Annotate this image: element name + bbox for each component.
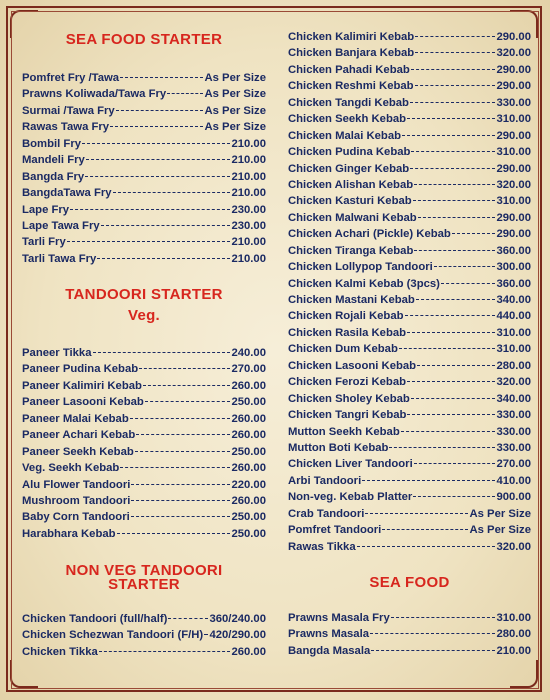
menu-item-price: 320.00 xyxy=(496,178,531,191)
dotted-leader xyxy=(120,76,203,78)
dotted-leader xyxy=(413,199,496,201)
menu-item-price: 310.00 xyxy=(496,612,531,624)
menu-item-price: 310.00 xyxy=(496,343,531,356)
menu-item xyxy=(22,394,266,410)
menu-item xyxy=(288,358,531,374)
menu-item xyxy=(22,611,266,627)
menu-item-name: Surmai /Tawa Fry xyxy=(22,104,115,117)
menu-item-price: 330.00 xyxy=(496,96,531,109)
menu-item-price: 260.00 xyxy=(231,462,266,475)
menu-item-price: As Per Size xyxy=(204,104,266,117)
menu-item xyxy=(22,644,266,660)
dotted-leader xyxy=(365,512,468,514)
menu-item-price: 210.00 xyxy=(231,236,266,249)
menu-item xyxy=(288,292,531,308)
menu-item xyxy=(22,152,266,168)
menu-item-price: 340.00 xyxy=(496,294,531,306)
menu-item xyxy=(288,128,531,144)
menu-item xyxy=(22,185,266,201)
menu-item-name: Rawas Tawa Fry xyxy=(22,121,110,134)
menu-item-price: 310.00 xyxy=(496,326,531,339)
dotted-leader xyxy=(93,351,231,353)
menu-item-price: 220.00 xyxy=(231,478,266,491)
menu-item-name: Chicken Dum Kebab xyxy=(288,343,398,356)
menu-item xyxy=(22,509,266,525)
menu-item xyxy=(288,440,531,456)
menu-item-price: 310.00 xyxy=(496,146,531,159)
dotted-leader xyxy=(407,380,495,382)
menu-item-price: 240.00 xyxy=(231,347,266,359)
menu-item-name: Mandeli Fry xyxy=(22,154,85,167)
menu-item-name: Paneer Tikka xyxy=(22,347,92,359)
menu-item-name: Chicken Schezwan Tandoori (F/H) xyxy=(22,629,204,642)
menu-item-price: 330.00 xyxy=(496,425,531,438)
menu-item-name: Prawns Koliwada/Tawa Fry xyxy=(22,88,167,101)
menu-item-name: Chicken Liver Tandoori xyxy=(288,458,413,471)
dotted-leader xyxy=(85,175,230,177)
menu-item-name: Pomfret Tandoori xyxy=(288,524,382,537)
menu-item-price: 900.00 xyxy=(496,491,531,504)
menu-item xyxy=(22,427,266,443)
menu-item-name: Chicken Rojali Kebab xyxy=(288,310,404,323)
dotted-leader xyxy=(168,617,208,619)
menu-item-name: Chicken Rasila Kebab xyxy=(288,326,407,339)
menu-item-name: BangdaTawa Fry xyxy=(22,187,112,200)
dotted-leader xyxy=(401,430,496,432)
menu-item-price: 340.00 xyxy=(496,392,531,405)
dotted-leader xyxy=(417,364,495,366)
menu-item xyxy=(288,78,531,94)
menu-item-price: 360/240.00 xyxy=(209,613,266,625)
dotted-leader xyxy=(434,265,496,267)
menu-item xyxy=(288,62,531,78)
menu-item xyxy=(288,226,531,242)
dotted-leader xyxy=(130,417,231,419)
menu-item-name: Chicken Malai Kebab xyxy=(288,129,402,142)
dotted-leader xyxy=(86,158,231,160)
menu-item-name: Crab Tandoori xyxy=(288,507,365,520)
menu-item-name: Paneer Malai Kebab xyxy=(22,412,129,425)
menu-item-name: Arbi Tandoori xyxy=(288,474,362,487)
menu-item-name: Paneer Lasooni Kebab xyxy=(22,396,144,409)
menu-item xyxy=(288,522,531,538)
dotted-leader xyxy=(131,483,230,485)
menu-item xyxy=(288,243,531,259)
menu-item-name: Chicken Pudina Kebab xyxy=(288,146,411,159)
dotted-leader xyxy=(370,632,495,634)
menu-item xyxy=(22,251,266,267)
menu-item xyxy=(288,473,531,489)
dotted-leader xyxy=(411,150,495,152)
menu-item xyxy=(288,407,531,423)
menu-item xyxy=(22,103,266,119)
dotted-leader xyxy=(452,232,496,234)
menu-item-price: 210.00 xyxy=(496,644,531,657)
menu-item xyxy=(288,276,531,292)
menu-item-price: 320.00 xyxy=(496,47,531,60)
menu-item xyxy=(288,610,531,626)
menu-item-name: Chicken Reshmi Kebab xyxy=(288,80,414,93)
dotted-leader xyxy=(410,167,495,169)
dotted-leader xyxy=(136,433,230,435)
dotted-leader xyxy=(131,515,231,517)
menu-item-price: As Per Size xyxy=(204,121,266,134)
dotted-leader xyxy=(101,224,231,226)
menu-item xyxy=(288,259,531,275)
menu-item xyxy=(22,234,266,250)
menu-item xyxy=(288,95,531,111)
menu-item-price: As Per Size xyxy=(469,507,531,520)
menu-item xyxy=(22,378,266,394)
menu-item-name: Bombil Fry xyxy=(22,137,81,150)
dotted-leader xyxy=(413,495,495,497)
section-title-tandoori-starter: TANDOORI STARTER xyxy=(65,286,223,303)
dotted-leader xyxy=(407,413,495,415)
menu-item xyxy=(22,526,266,542)
dotted-leader xyxy=(415,35,495,37)
menu-item xyxy=(288,193,531,209)
menu-item-price: 300.00 xyxy=(496,261,531,274)
menu-item-price: 290.00 xyxy=(496,228,531,241)
dotted-leader xyxy=(135,450,231,452)
menu-item-name: Chicken Tangdi Kebab xyxy=(288,96,409,109)
menu-item-price: 260.00 xyxy=(231,412,266,425)
menu-item-name: Mushroom Tandoori xyxy=(22,494,131,507)
menu-item xyxy=(288,539,531,555)
menu-item-price: 210.00 xyxy=(231,187,266,200)
menu-item xyxy=(22,361,266,377)
menu-item-price: 320.00 xyxy=(496,376,531,389)
menu-item-name: Paneer Seekh Kebab xyxy=(22,445,134,458)
tandoori-veg-list xyxy=(22,345,266,542)
menu-item-name: Tarli Fry xyxy=(22,236,66,249)
dotted-leader xyxy=(416,298,496,300)
menu-item xyxy=(22,493,266,509)
menu-item-name: Chicken Sholey Kebab xyxy=(288,392,410,405)
nonveg-tandoori-list xyxy=(22,611,266,660)
dotted-leader xyxy=(357,545,496,547)
menu-item xyxy=(288,210,531,226)
menu-item-price: 290.00 xyxy=(496,63,531,76)
menu-item-price: 280.00 xyxy=(496,628,531,641)
menu-item-name: Paneer Pudina Kebab xyxy=(22,363,139,376)
menu-item-name: Bangda Masala xyxy=(288,644,371,657)
dotted-leader xyxy=(411,397,496,399)
menu-item-price: 260.00 xyxy=(231,429,266,442)
menu-item xyxy=(288,144,531,160)
menu-item-price: 260.00 xyxy=(231,379,266,392)
menu-item-name: Lape Tawa Fry xyxy=(22,219,100,232)
menu-item-name: Non-veg. Kebab Platter xyxy=(288,491,413,504)
menu-item xyxy=(288,45,531,61)
seafood-list xyxy=(288,610,531,659)
menu-item-price: 210.00 xyxy=(231,154,266,167)
menu-item-price: As Per Size xyxy=(204,72,266,84)
menu-item xyxy=(288,308,531,324)
menu-item xyxy=(22,136,266,152)
dotted-leader xyxy=(362,479,495,481)
dotted-leader xyxy=(414,462,496,464)
menu-item-name: Rawas Tikka xyxy=(288,540,356,553)
menu-item-price: 290.00 xyxy=(496,80,531,93)
menu-item xyxy=(288,29,531,45)
menu-item-name: Pomfret Fry /Tawa xyxy=(22,72,120,84)
dotted-leader xyxy=(414,183,495,185)
menu-item-price: 250.00 xyxy=(231,445,266,458)
menu-item xyxy=(288,325,531,341)
dotted-leader xyxy=(139,367,230,369)
menu-item-name: Chicken Tandoori (full/half) xyxy=(22,613,168,625)
menu-item-price: 420/290.00 xyxy=(209,629,266,642)
dotted-leader xyxy=(382,528,468,530)
menu-item-name: Chicken Malwani Kebab xyxy=(288,211,417,224)
menu-item-name: Chicken Seekh Kebab xyxy=(288,113,407,126)
menu-item xyxy=(22,218,266,234)
menu-item-price: 330.00 xyxy=(496,441,531,454)
dotted-leader xyxy=(143,384,231,386)
menu-item-name: Chicken Kasturi Kebab xyxy=(288,195,412,208)
dotted-leader xyxy=(407,331,495,333)
menu-item-name: Alu Flower Tandoori xyxy=(22,478,131,491)
dotted-leader xyxy=(167,92,203,94)
menu-item-name: Tarli Tawa Fry xyxy=(22,252,97,265)
menu-item-name: Mutton Seekh Kebab xyxy=(288,425,400,438)
dotted-leader xyxy=(67,240,231,242)
menu-item-name: Prawns Masala Fry xyxy=(288,612,390,624)
menu-item-name: Veg. Seekh Kebab xyxy=(22,462,120,475)
menu-item-name: Mutton Boti Kebab xyxy=(288,441,389,454)
dotted-leader xyxy=(116,109,204,111)
dotted-leader xyxy=(97,257,230,259)
dotted-leader xyxy=(407,117,495,119)
menu-item-name: Chicken Lasooni Kebab xyxy=(288,359,417,372)
menu-item-name: Paneer Kalimiri Kebab xyxy=(22,379,142,392)
menu-item-price: 230.00 xyxy=(231,219,266,232)
menu-item-name: Chicken Lollypop Tandoori xyxy=(288,261,433,274)
menu-item-price: 260.00 xyxy=(231,494,266,507)
dotted-leader xyxy=(117,532,231,534)
menu-item-price: 270.00 xyxy=(496,458,531,471)
menu-item-price: 210.00 xyxy=(231,170,266,183)
menu-item-name: Chicken Alishan Kebab xyxy=(288,178,414,191)
menu-item-name: Lape Fry xyxy=(22,203,70,216)
menu-item xyxy=(22,202,266,218)
menu-item-price: 330.00 xyxy=(496,409,531,422)
menu-item xyxy=(288,424,531,440)
seafood-starter-list xyxy=(22,70,266,267)
menu-item-name: Chicken Ginger Kebab xyxy=(288,162,410,175)
dotted-leader xyxy=(411,68,496,70)
menu-item-name: Chicken Ferozi Kebab xyxy=(288,376,407,389)
menu-item-price: 440.00 xyxy=(496,310,531,323)
menu-item xyxy=(22,411,266,427)
section-subtitle-veg: Veg. xyxy=(127,307,161,324)
menu-item-price: 290.00 xyxy=(496,162,531,175)
menu-item xyxy=(288,643,531,659)
menu-item xyxy=(22,444,266,460)
menu-item-price: As Per Size xyxy=(469,524,531,537)
dotted-leader xyxy=(414,249,495,251)
menu-item-price: 290.00 xyxy=(496,31,531,43)
dotted-leader xyxy=(131,499,230,501)
menu-item-price: 250.00 xyxy=(231,396,266,409)
menu-item xyxy=(288,456,531,472)
menu-item-price: 260.00 xyxy=(231,645,266,658)
menu-item xyxy=(288,111,531,127)
menu-item-price: 210.00 xyxy=(231,252,266,265)
menu-item xyxy=(22,460,266,476)
menu-item xyxy=(288,161,531,177)
menu-item xyxy=(22,627,266,643)
menu-item-name: Paneer Achari Kebab xyxy=(22,429,136,442)
menu-item xyxy=(22,119,266,135)
menu-item-name: Chicken Tikka xyxy=(22,645,98,658)
menu-item-name: Chicken Tiranga Kebab xyxy=(288,244,414,257)
dotted-leader xyxy=(120,466,230,468)
menu-item-price: 310.00 xyxy=(496,113,531,126)
menu-item-price: 270.00 xyxy=(231,363,266,376)
menu-item-price: 410.00 xyxy=(496,474,531,487)
dotted-leader xyxy=(110,125,203,127)
kebab-list xyxy=(288,29,531,555)
dotted-leader xyxy=(415,51,495,53)
menu-item xyxy=(22,70,266,86)
dotted-leader xyxy=(145,400,231,402)
menu-item-name: Chicken Pahadi Kebab xyxy=(288,63,410,76)
menu-item-price: 320.00 xyxy=(496,540,531,553)
menu-item-name: Chicken Banjara Kebab xyxy=(288,47,415,60)
section-title-seafood: SEA FOOD xyxy=(369,574,450,591)
menu-item xyxy=(288,489,531,505)
menu-item xyxy=(22,345,266,361)
menu-item-price: 210.00 xyxy=(231,137,266,150)
section-title-nonveg-tandoori: NON VEG TANDOORI xyxy=(65,562,223,579)
menu-item-name: Baby Corn Tandoori xyxy=(22,511,130,524)
dotted-leader xyxy=(418,216,496,218)
menu-item-price: As Per Size xyxy=(204,88,266,101)
dotted-leader xyxy=(399,347,496,349)
dotted-leader xyxy=(389,446,495,448)
menu-item-price: 360.00 xyxy=(496,277,531,290)
menu-item-price: 310.00 xyxy=(496,195,531,208)
menu-item-price: 230.00 xyxy=(231,203,266,216)
menu-item-price: 250.00 xyxy=(231,527,266,540)
menu-item-price: 290.00 xyxy=(496,211,531,224)
dotted-leader xyxy=(99,650,231,652)
menu-item xyxy=(288,341,531,357)
dotted-leader xyxy=(402,134,495,136)
menu-item-price: 250.00 xyxy=(231,511,266,524)
menu-item xyxy=(288,391,531,407)
menu-item xyxy=(22,86,266,102)
menu-item xyxy=(288,177,531,193)
menu-item-name: Chicken Mastani Kebab xyxy=(288,294,415,306)
section-title-nonveg-tandoori-line2: STARTER xyxy=(108,576,180,593)
menu-item xyxy=(22,169,266,185)
menu-item xyxy=(288,506,531,522)
dotted-leader xyxy=(415,84,496,86)
menu-item-price: 360.00 xyxy=(496,244,531,257)
dotted-leader xyxy=(82,142,230,144)
dotted-leader xyxy=(113,191,231,193)
menu-item-price: 280.00 xyxy=(496,359,531,372)
menu-item-name: Chicken Tangri Kebab xyxy=(288,409,407,422)
dotted-leader xyxy=(405,314,496,316)
dotted-leader xyxy=(441,282,496,284)
menu-item-name: Chicken Kalmi Kebab (3pcs) xyxy=(288,277,440,290)
menu-item xyxy=(22,477,266,493)
menu-item-price: 290.00 xyxy=(496,129,531,142)
menu-item-name: Prawns Masala xyxy=(288,628,370,641)
section-title-seafood-starter: SEA FOOD STARTER xyxy=(65,31,223,48)
menu-item-name: Bangda Fry xyxy=(22,170,85,183)
dotted-leader xyxy=(391,616,496,618)
menu-item-name: Chicken Kalimiri Kebab xyxy=(288,31,415,43)
menu-item xyxy=(288,626,531,642)
dotted-leader xyxy=(410,101,496,103)
menu-item-name: Harabhara Kebab xyxy=(22,527,116,540)
dotted-leader xyxy=(371,649,495,651)
dotted-leader xyxy=(70,208,230,210)
dotted-leader xyxy=(204,633,208,635)
menu-item-name: Chicken Achari (Pickle) Kebab xyxy=(288,228,451,241)
menu-item xyxy=(288,374,531,390)
